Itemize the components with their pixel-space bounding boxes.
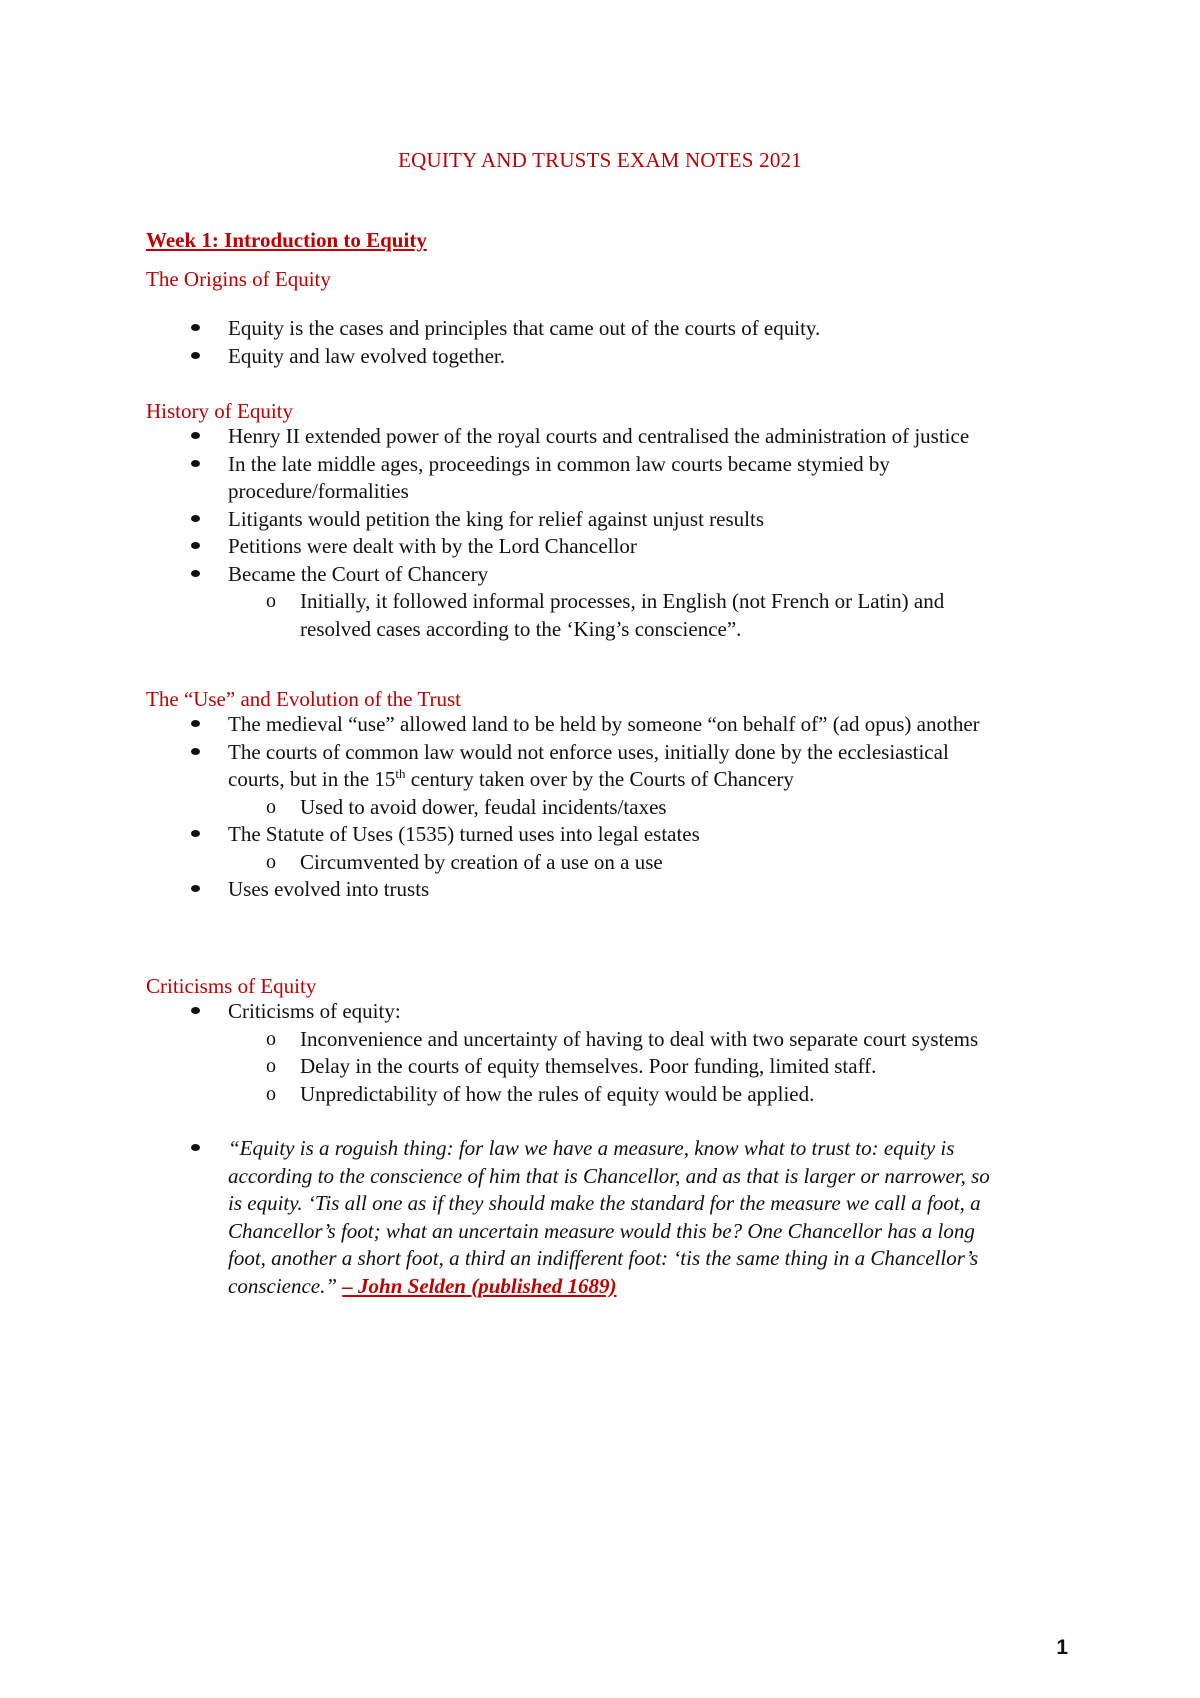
- section-criticisms: [146, 972, 1006, 1300]
- list-item: Henry II extended power of the royal courts and centralised the administration of justice: [146, 423, 1006, 451]
- bullet-icon: [191, 1007, 200, 1014]
- sub-list: [228, 1026, 1006, 1109]
- bullet-icon: [191, 748, 200, 755]
- section-heading: History of Equity: [146, 399, 293, 423]
- bullet-icon: [191, 885, 200, 892]
- section-heading: Criticisms of Equity: [146, 974, 317, 998]
- bullet-icon: [191, 1144, 200, 1151]
- circle-bullet-icon: o: [266, 850, 276, 873]
- bullet-icon: [191, 352, 200, 359]
- list-item: Petitions were dealt with by the Lord Chancellor: [146, 533, 1006, 561]
- bullet-icon: [191, 432, 200, 439]
- list-item: Litigants would petition the king for relief against unjust results: [146, 506, 1006, 534]
- sub-list-item: o Initially, it followed informal processes, in English (not French or Latin) and resolved cases according to the ‘King’s conscience”.: [266, 589, 945, 641]
- bullet-list: [146, 423, 1006, 643]
- page-number: 1: [1056, 1636, 1068, 1659]
- circle-bullet-icon: o: [266, 1027, 276, 1050]
- circle-bullet-icon: o: [266, 795, 276, 818]
- list-item: Equity is the cases and principles that came out of the courts of equity.: [146, 315, 1006, 343]
- section-origins: [146, 265, 1006, 370]
- bullet-icon: [191, 542, 200, 549]
- sub-list-item: o Delay in the courts of equity themselves. Poor funding, limited staff.: [228, 1053, 1006, 1081]
- list-item: Became the Court of Chancery o Initially, it followed informal processes, in English (not French or Latin) and resolved cases according to the ‘King’s conscience”.: [146, 561, 1006, 644]
- section-heading: The Origins of Equity: [146, 267, 331, 291]
- bullet-icon: [191, 515, 200, 522]
- list-item: Criticisms of equity: o Inconvenience and uncertainty of having to deal with two separate court systems o Delay in the courts of equity themselves. Poor funding, limited staff. o Unpredictability of how the rules of equity would be applied.: [146, 998, 1006, 1108]
- quote-item: [146, 1135, 1006, 1300]
- quote-author: – John Selden (published 1689): [342, 1273, 617, 1298]
- bullet-icon: [191, 570, 200, 577]
- circle-bullet-icon: o: [266, 1082, 276, 1105]
- sub-list-item: o Unpredictability of how the rules of equity would be applied.: [228, 1081, 1006, 1109]
- section-heading: The “Use” and Evolution of the Trust: [146, 687, 461, 711]
- bullet-list: [146, 998, 1006, 1300]
- document-title: EQUITY AND TRUSTS EXAM NOTES 2021: [398, 148, 802, 172]
- bullet-icon: [191, 460, 200, 467]
- list-item: In the late middle ages, proceedings in common law courts became stymied by procedure/formalities: [146, 451, 1006, 506]
- sub-list-item: o Circumvented by creation of a use on a use: [228, 849, 1006, 877]
- section-use: [146, 685, 1006, 904]
- bullet-icon: [191, 720, 200, 727]
- list-item: Uses evolved into trusts: [146, 876, 1006, 904]
- circle-bullet-icon: o: [266, 1055, 276, 1077]
- sub-list-item: o Used to avoid dower, feudal incidents/taxes: [228, 794, 1006, 822]
- section-history: [146, 397, 1006, 643]
- sub-list: [228, 794, 1006, 822]
- bullet-list: [146, 711, 1006, 904]
- list-item: The Statute of Uses (1535) turned uses into legal estates o Circumvented by creation of a use on a use: [146, 821, 1006, 876]
- bullet-list: [146, 315, 1006, 370]
- superscript: th: [395, 766, 406, 781]
- list-item: Equity and law evolved together.: [146, 343, 1006, 371]
- week-heading: Week 1: Introduction to Equity: [146, 228, 427, 252]
- bullet-icon: [191, 830, 200, 837]
- list-item: The medieval “use” allowed land to be held by someone “on behalf of” (ad opus) another: [146, 711, 1006, 739]
- circle-bullet-icon: o: [266, 590, 276, 612]
- list-item: The courts of common law would not enforce uses, initially done by the ecclesiastical courts, but in the 15th century taken over by the Courts of Chancery o Used to avoid dower, feudal incidents/taxes: [146, 739, 1006, 822]
- selden-quote: “Equity is a roguish thing: for law we have a measure, know what to trust to: equity is according to the conscience of him that is Chancellor, and as that is larger or narrower, so is equity. ‘Tis all one as if they should make the standard for the measure we call a foot, a Chancellor’s foot; what an uncertain measure would this be? One Chancellor has a long foot, another a short foot, a third an indifferent foot: ‘tis the same thing in a Chancellor’s conscience.”: [228, 1136, 990, 1298]
- bullet-icon: [191, 324, 200, 331]
- sub-list: [228, 849, 1006, 877]
- sub-list: [228, 588, 1006, 643]
- sub-list-item: o Inconvenience and uncertainty of having to deal with two separate court systems: [228, 1026, 1006, 1054]
